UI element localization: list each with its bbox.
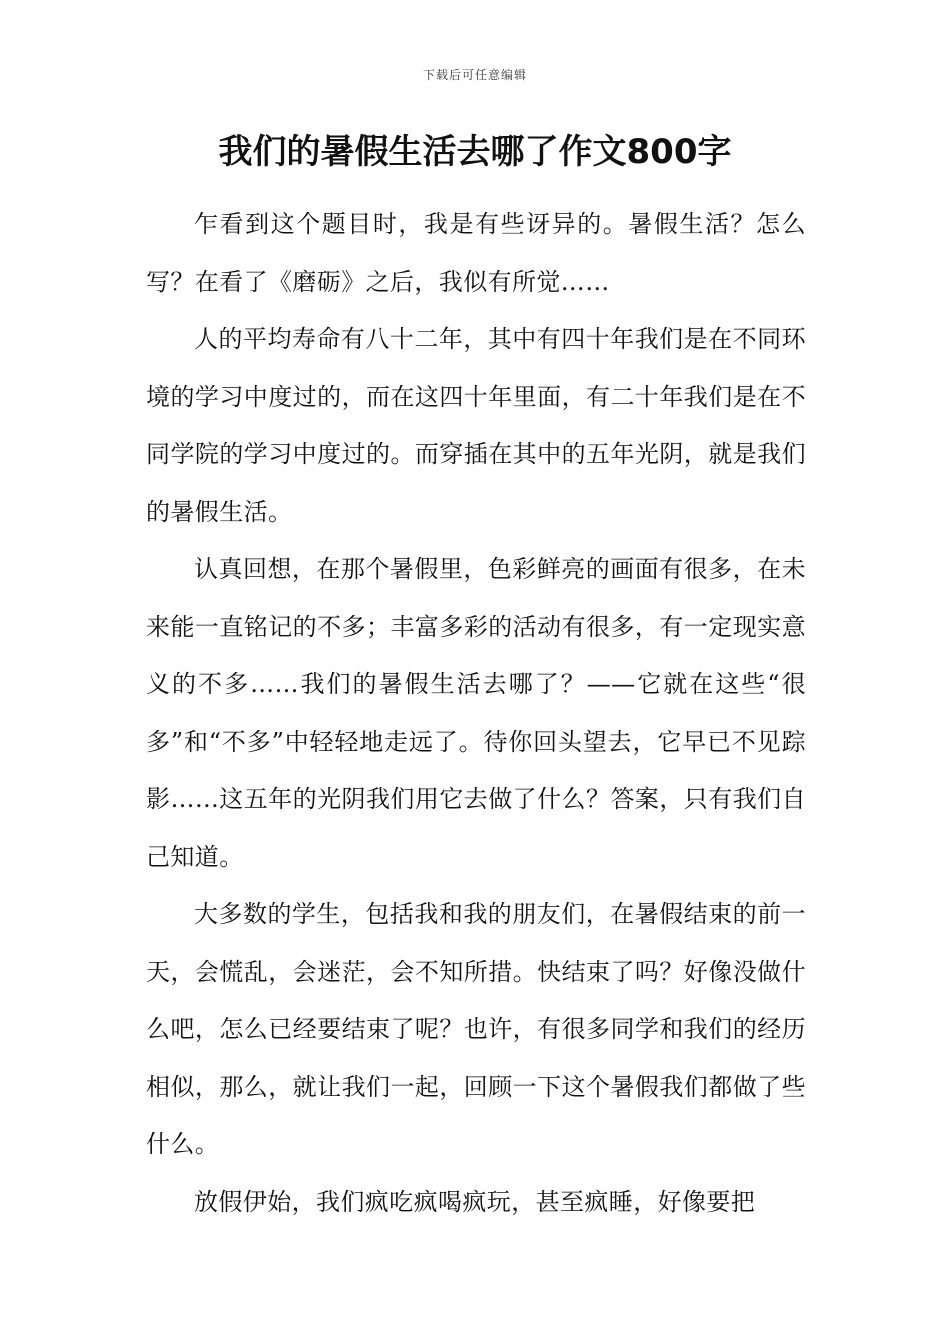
paragraph: 放假伊始，我们疯吃疯喝疯玩，甚至疯睡，好像要把 <box>194 1187 756 1216</box>
page-title: 我们的暑假生活去哪了作文800字 <box>218 132 732 172</box>
paragraph: 乍看到这个题目时，我是有些讶异的。暑假生活？怎么写？在看了《磨砺》之后，我似有所觉…… <box>146 210 806 296</box>
header-note: 下载后可任意编辑 <box>422 68 527 82</box>
paragraph: 大多数的学生，包括我和我的朋友们，在暑假结束的前一天，会慌乱，会迷茫，会不知所措。快结束了吗？好像没做什么吧，怎么已经要结束了呢？也许，有很多同学和我们的经历相似，那么，就让我们一起，回顾一下这个暑假我们都做了些什么。 <box>146 900 806 1158</box>
paragraph: 人的平均寿命有八十二年，其中有四十年我们是在不同环境的学习中度过的，而在这四十年里面，有二十年我们是在不同学院的学习中度过的。而穿插在其中的五年光阴，就是我们的暑假生活。 <box>146 325 806 526</box>
essay-body <box>146 196 806 1231</box>
paragraph: 认真回想，在那个暑假里，色彩鲜亮的画面有很多，在未来能一直铭记的不多；丰富多彩的活动有很多，有一定现实意义的不多……我们的暑假生活去哪了？——它就在这些“很多”和“不多”中轻轻地走远了。待你回头望去，它早已不见踪影……这五年的光阴我们用它去做了什么？答案，只有我们自己知道。 <box>146 555 806 871</box>
